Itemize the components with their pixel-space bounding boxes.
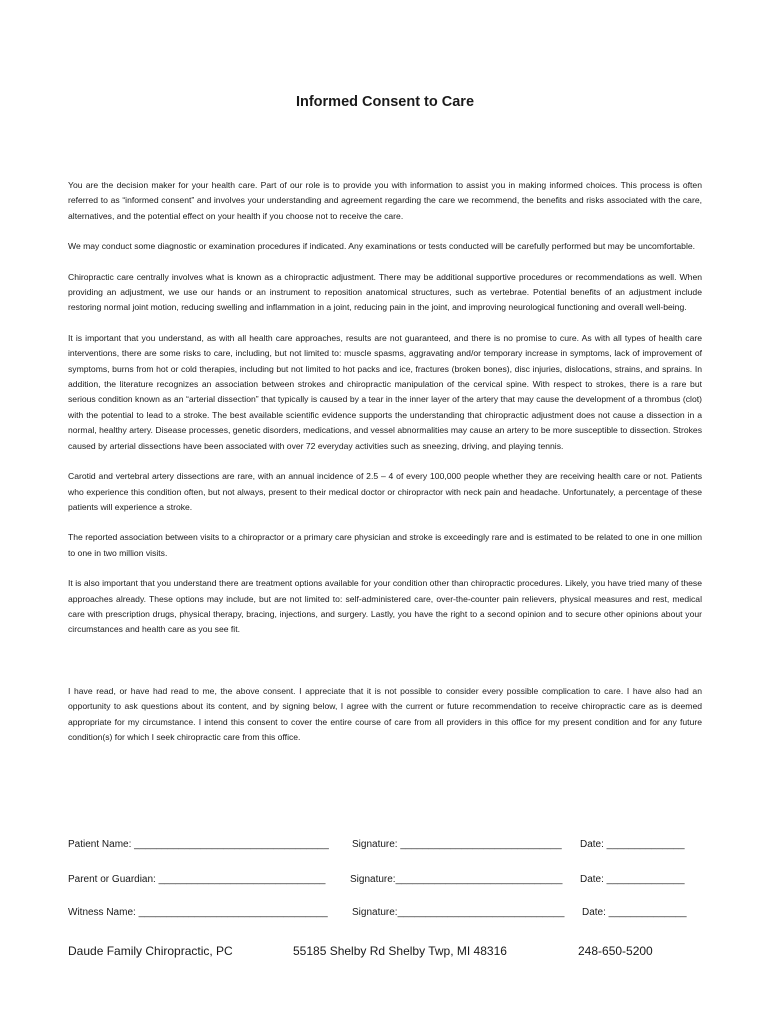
guardian-signature-field[interactable]: Signature:______________________________ xyxy=(350,874,563,885)
patient-name-field[interactable]: Patient Name: ___________________________________ xyxy=(68,839,329,850)
patient-date-field[interactable]: Date: ______________ xyxy=(580,839,685,850)
acknowledgment-paragraph: I have read, or have had read to me, the above consent. I appreciate that it is not possible to consider every possible complication to care. I have also had an opportunity to ask questions about its content, and by signing below, I agree with the current or future recommendation to receive chiropractic care as is deemed appropriate for my circumstance. I intend this consent to cover the entire course of care from all providers in this office for my present condition and for any future condition(s) for which I seek chiropractic care from this office. xyxy=(68,685,702,742)
paragraph-decision-maker: You are the decision maker for your health care. Part of our role is to provide you with information to assist you in making informed choices. This process is often referred to as “informed consent” and involves your understanding and agreement regarding the care we recommend, the benefits and risks associated with the care, alternatives, and the potential effect on your health if you choose not to receive the care. xyxy=(68,180,702,221)
paragraph-examination: We may conduct some diagnostic or examination procedures if indicated. Any examinations or tests conducted will be carefully performed but may be uncomfortable. xyxy=(68,241,696,252)
document-title: Informed Consent to Care xyxy=(295,94,475,110)
witness-signature-field[interactable]: Signature:______________________________ xyxy=(352,907,565,918)
practice-address: 55185 Shelby Rd Shelby Twp, MI 48316 xyxy=(293,944,507,958)
document-body xyxy=(68,178,702,760)
paragraph-treatment-options: It is also important that you understand there are treatment options available for your condition other than chiropractic procedures. Likely, you have tried many of these approaches already. These options may include, but are not limited to: self-administered care, over-the-counter pain relievers, physical measures and rest, medical care with prescription drugs, physical therapy, bracing, injections, and surgery. Lastly, you have the right to a second opinion and to secure other opinions about your circumstances and health care as you see fit. xyxy=(68,578,702,635)
paragraph-risks: It is important that you understand, as with all health care approaches, results are not guaranteed, and there is no promise to cure. As with all types of health care interventions, there are some risks to care, including, but not limited to: muscle spasms, aggravating and/or temporary increase in symptoms, lack of improvement of symptoms, burns from hot or cold therapies, including but not limited to hot packs and ice, fractures (broken bones), disc injuries, dislocations, strains, and sprains. In addition, the literature recognizes an association between strokes and chiropractic manipulation of the cervical spine. With respect to strokes, there is a rare but serious condition known as an “arterial dissection” that typically is caused by a tear in the inner layer of the artery that may cause the development of a thrombus (clot) with the potential to lead to a stroke. The best available scientific evidence supports the understanding that chiropractic adjustment does not cause a dissection in a normal, healthy artery. Disease processes, genetic disorders, medications, and vessel abnormalities may cause an artery to be more susceptible to dissection. Strokes caused by arterial dissections have been associated with over 72 everyday activities such as sneezing, driving, and playing tennis. xyxy=(68,332,702,451)
paragraph-dissection-incidence: Carotid and vertebral artery dissections are rare, with an annual incidence of 2.5 – 4 of every 100,000 people whether they are receiving health care or not. Patients who experience this condition often, but not always, present to their medical doctor or chiropractor with neck pain and headache. Unfortunately, a percentage of these patients will experience a stroke. xyxy=(68,471,702,512)
witness-date-field[interactable]: Date: ______________ xyxy=(582,907,687,918)
practice-name: Daude Family Chiropractic, PC xyxy=(68,944,233,958)
witness-name-field[interactable]: Witness Name: __________________________________ xyxy=(68,907,328,918)
guardian-date-field[interactable]: Date: ______________ xyxy=(580,874,685,885)
paragraph-stroke-association: The reported association between visits to a chiropractor or a primary care physician and stroke is exceedingly rare and is estimated to be related to one in one million to one in two million visits. xyxy=(68,532,702,558)
guardian-name-field[interactable]: Parent or Guardian: ______________________________ xyxy=(68,874,326,885)
patient-signature-field[interactable]: Signature: _____________________________ xyxy=(352,839,562,850)
practice-phone: 248-650-5200 xyxy=(578,944,653,958)
paragraph-adjustment: Chiropractic care centrally involves what is known as a chiropractic adjustment. There may be additional supportive procedures or recommendations as well. When providing an adjustment, we use our hands or an instrument to reposition anatomical structures, such as vertebrae. Potential benefits of an adjustment include restoring normal joint motion, reducing swelling and inflammation in a joint, reducing pain in the joint, and improving neurological functioning and overall well-being. xyxy=(68,271,702,313)
